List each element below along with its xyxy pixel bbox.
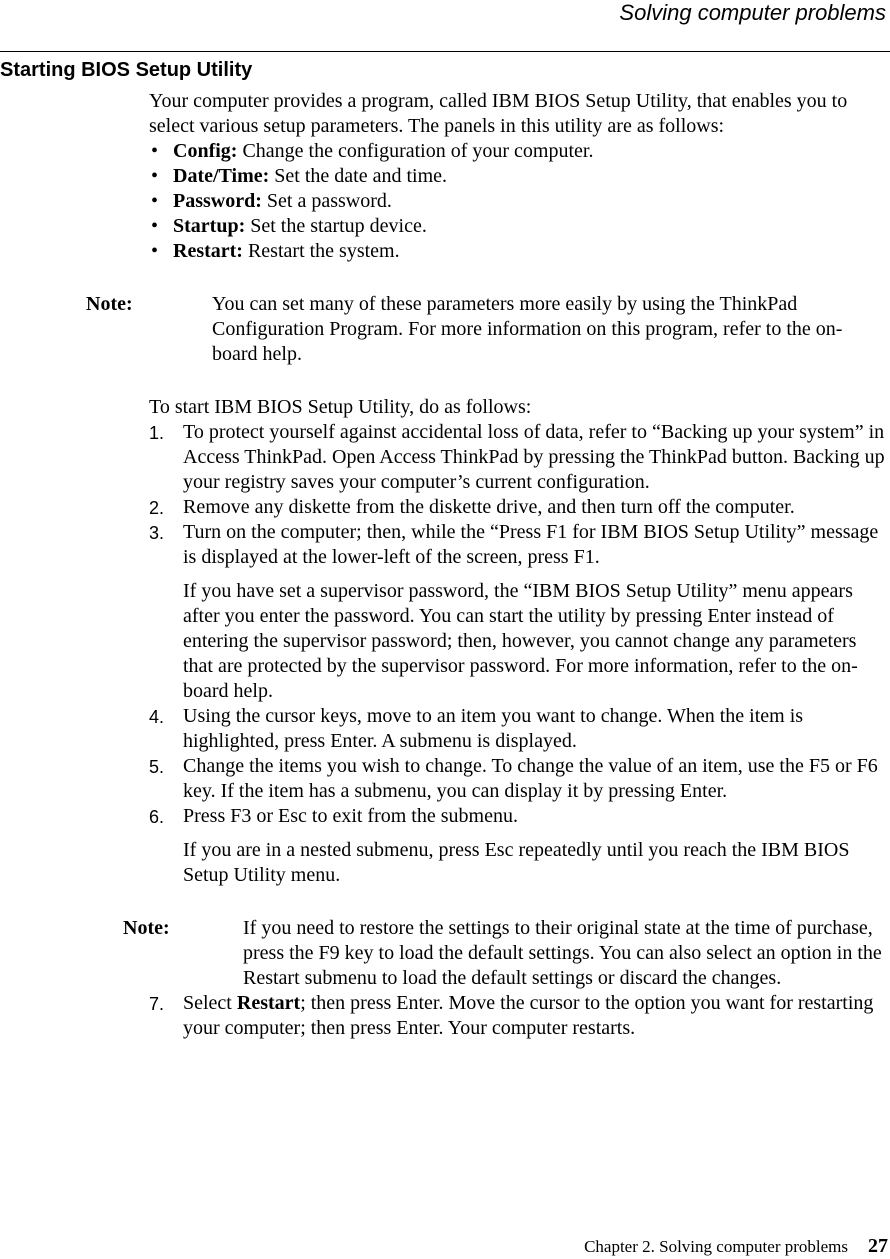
- step-detail: If you are in a nested submenu, press Esc repeatedly until you reach the IBM BIOS Setup Utility menu.: [183, 839, 850, 886]
- note-label: Note:: [123, 917, 170, 939]
- panel-label: Password:: [173, 190, 262, 212]
- step-number: 5.: [149, 757, 165, 777]
- step-number: 4.: [149, 707, 165, 727]
- note: [86, 292, 887, 367]
- steps-list: [123, 420, 887, 1041]
- step-item: [149, 495, 887, 520]
- step-text: Remove any diskette from the diskette drive, and then turn off the computer.: [183, 496, 795, 518]
- start-intro: To start IBM BIOS Setup Utility, do as follows:: [149, 396, 532, 418]
- running-head: Solving computer problems: [619, 0, 886, 25]
- list-item: [149, 239, 887, 264]
- step-detail: If you have set a supervisor password, the “IBM BIOS Setup Utility” menu appears after you enter the password. You can start the utility by pressing Enter instead of entering the supervisor password; then, however, you cannot change any parameters that are protected by the supervisor password. For more information, refer to the on-board help.: [183, 580, 858, 702]
- page-number: 27: [868, 1235, 888, 1257]
- step-text: Change the items you wish to change. To change the value of an item, use the F5 or F6 key. If the item has a submenu, you can display it by pressing Enter.: [183, 755, 878, 802]
- bullet-icon: •: [151, 140, 159, 162]
- step-number: 6.: [149, 807, 165, 827]
- list-item: [149, 164, 887, 189]
- bullet-icon: •: [151, 240, 159, 262]
- header-rule: [0, 51, 890, 52]
- list-item: [149, 189, 887, 214]
- step-text-pre: Select: [183, 992, 237, 1014]
- step-item: [123, 804, 887, 991]
- step-text: Press F3 or Esc to exit from the submenu.: [183, 805, 518, 827]
- list-item: [149, 214, 887, 239]
- footer-chapter: Chapter 2. Solving computer problems: [584, 1237, 848, 1256]
- bullet-icon: •: [151, 215, 159, 237]
- main-content: [86, 89, 887, 1041]
- step-item: [149, 520, 887, 704]
- panel-label: Restart:: [173, 240, 243, 262]
- page-footer: [584, 1235, 888, 1259]
- panel-text: Change the configuration of your computer.: [237, 140, 594, 162]
- note: [123, 916, 887, 991]
- intro-paragraph: Your computer provides a program, called IBM BIOS Setup Utility, that enables you to select various setup parameters. The panels in this utility are as follows:: [149, 90, 848, 137]
- step-item: [149, 420, 887, 495]
- panel-text: Set a password.: [261, 190, 392, 212]
- step-number: 3.: [149, 523, 165, 543]
- note-text: If you need to restore the settings to their original state at the time of purchase, press the F9 key to load the default settings. You can also select an option in the Restart submenu to load the default settings or discard the changes.: [243, 917, 882, 989]
- step-text: Using the cursor keys, move to an item you want to change. When the item is highlighted, press Enter. A submenu is displayed.: [183, 705, 804, 752]
- bullet-icon: •: [151, 165, 159, 187]
- panel-label: Startup:: [173, 215, 246, 237]
- list-item: [149, 139, 887, 164]
- panel-label: Config:: [173, 140, 238, 162]
- step-number: 7.: [149, 994, 165, 1014]
- bullet-icon: •: [151, 190, 159, 212]
- note-label: Note:: [86, 293, 133, 315]
- panel-label: Date/Time:: [173, 165, 270, 187]
- note-text: You can set many of these parameters more easily by using the ThinkPad Configuration Program. For more information on this program, refer to the on-board help.: [212, 293, 843, 365]
- step-item: [149, 754, 887, 804]
- panel-list: [149, 139, 887, 264]
- panel-text: Restart the system.: [242, 240, 400, 262]
- panel-text: Set the date and time.: [269, 165, 448, 187]
- panel-text: Set the startup device.: [245, 215, 427, 237]
- step-text: To protect yourself against accidental loss of data, refer to “Backing up your system” in Access ThinkPad. Open Access ThinkPad by pressing the ThinkPad button. Backing up your registry saves your computer’s current configuration.: [183, 421, 885, 493]
- step-text: Turn on the computer; then, while the “Press F1 for IBM BIOS Setup Utility” message is displayed at the lower-left of the screen, press F1.: [183, 521, 879, 568]
- step-keyword: Restart: [236, 992, 301, 1014]
- step-number: 1.: [149, 423, 165, 443]
- step-number: 2.: [149, 498, 165, 518]
- section-title: Starting BIOS Setup Utility: [0, 59, 253, 81]
- step-item: [149, 704, 887, 754]
- step-item: [149, 991, 887, 1041]
- step-text-post: ; then press Enter. Move the cursor to the option you want for restarting your computer; then press Enter. Your computer restarts.: [183, 992, 874, 1039]
